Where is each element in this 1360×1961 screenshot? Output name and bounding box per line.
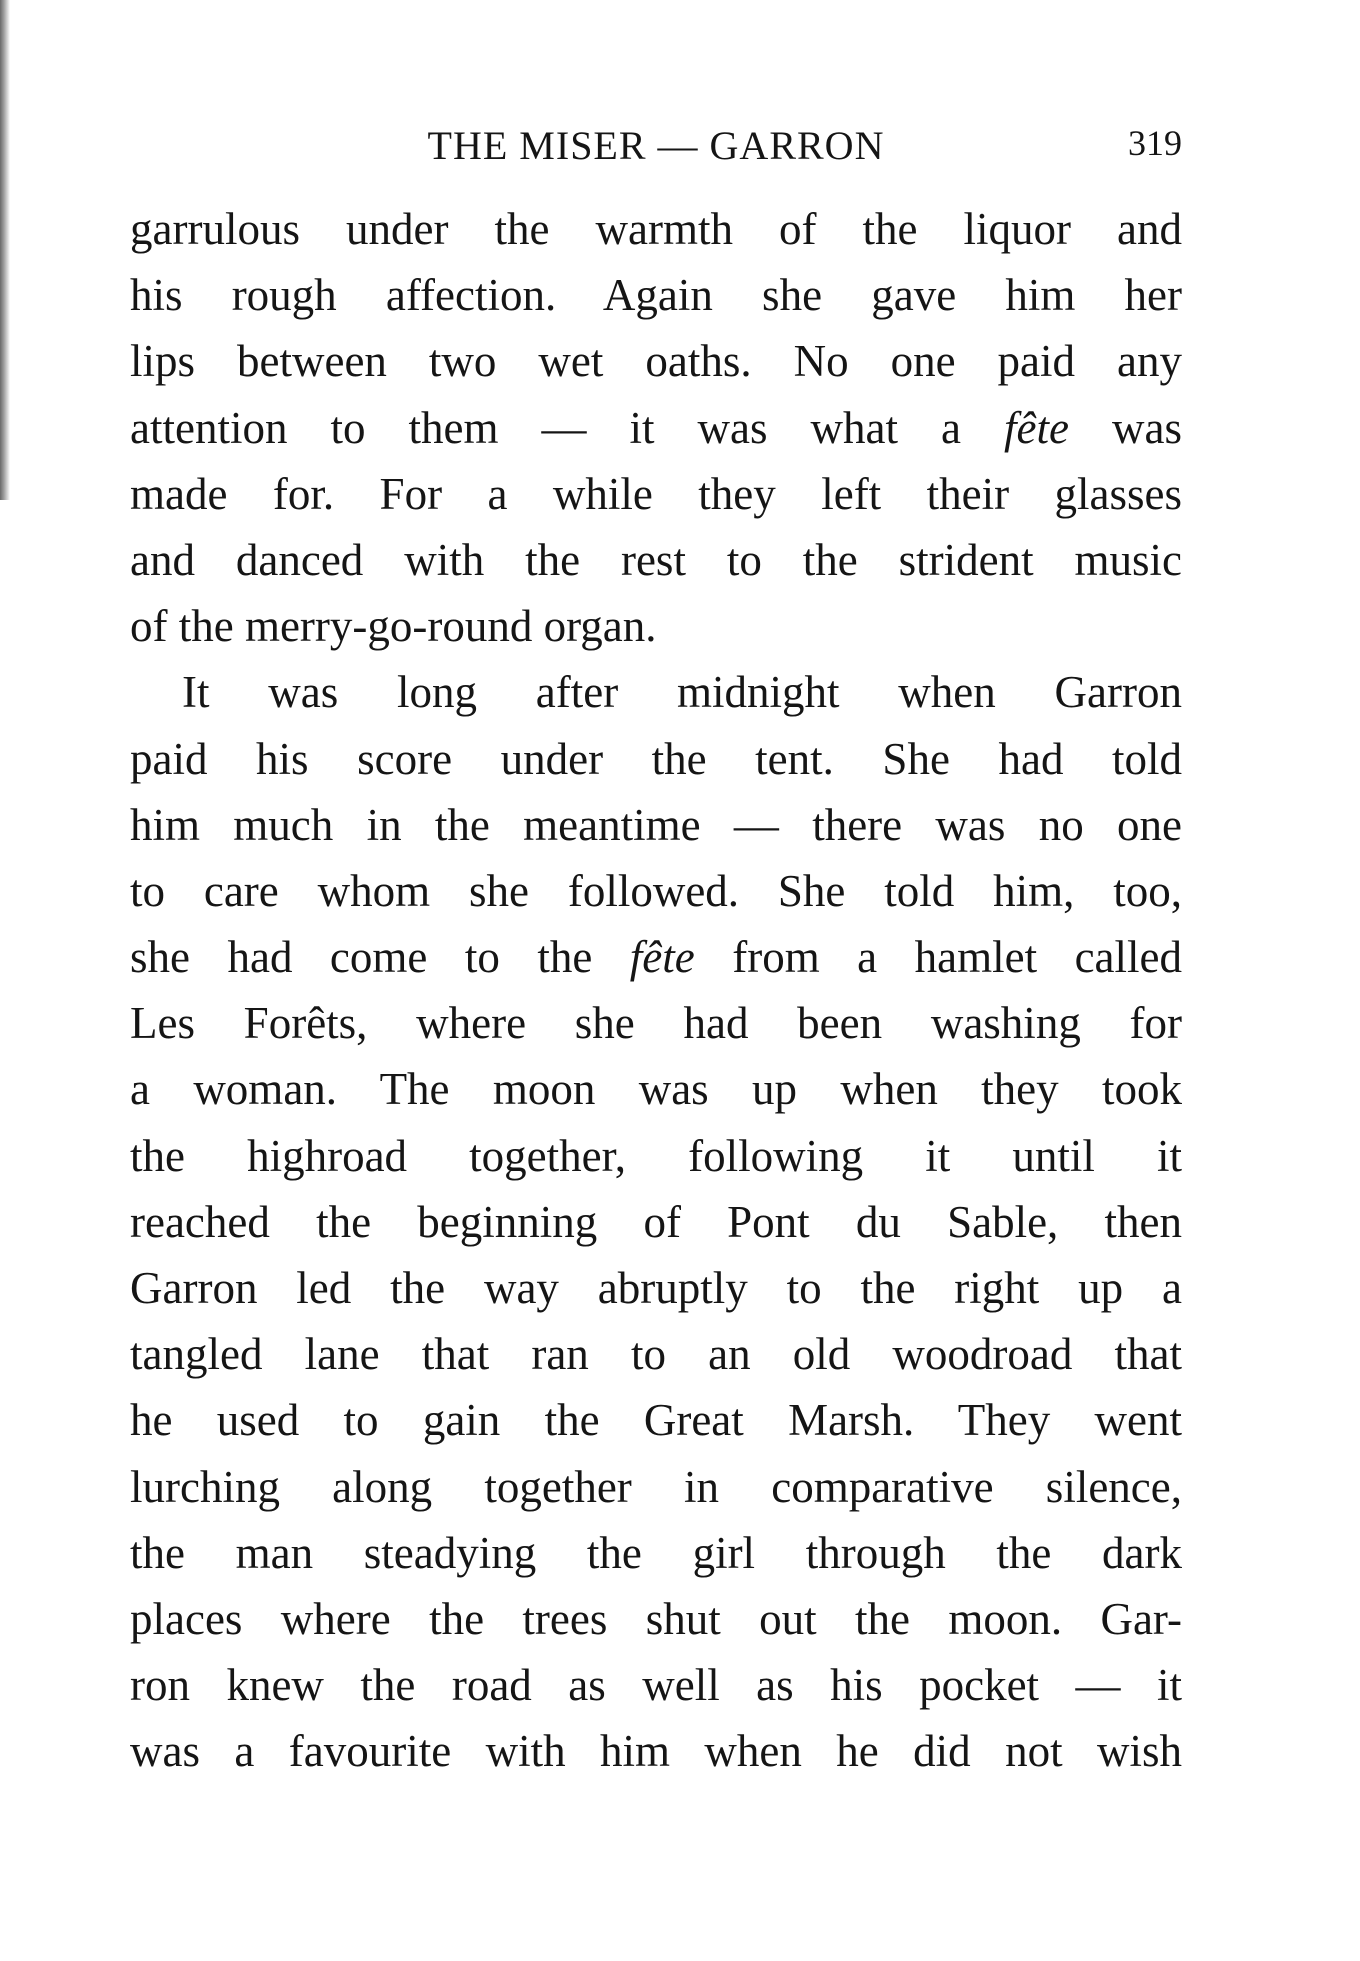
- text-line: lurching along together in comparative silence,: [130, 1461, 1182, 1512]
- text-line: a woman. The moon was up when they took: [130, 1064, 1182, 1115]
- text-line: places where the trees shut out the moon. Gar-: [130, 1593, 1182, 1644]
- text-line: his rough affection. Again she gave him her: [130, 270, 1182, 321]
- body-text: [130, 196, 1182, 1785]
- text-line: ron knew the road as well as his pocket — it: [130, 1660, 1182, 1711]
- page-edge-shadow: [0, 0, 10, 500]
- page-header: [130, 122, 1182, 176]
- text-line: was a favourite with him when he did not wish: [130, 1726, 1182, 1777]
- text-line: It was long after midnight when Garron: [182, 667, 1182, 718]
- text-line: the man steadying the girl through the dark: [130, 1527, 1182, 1578]
- text-line: him much in the meantime — there was no one: [130, 799, 1182, 850]
- text-line: attention to them — it was what a fête was: [130, 402, 1183, 453]
- text-line: lips between two wet oaths. No one paid any: [130, 336, 1182, 387]
- text-line: Garron led the way abruptly to the right up a: [130, 1263, 1182, 1313]
- text-line: of the merry-go-round organ.: [130, 601, 657, 652]
- text-line: Les Forêts, where she had been washing for: [130, 998, 1182, 1049]
- text-line: he used to gain the Great Marsh. They went: [130, 1395, 1182, 1446]
- text-line: to care whom she followed. She told him, too,: [130, 865, 1182, 916]
- running-head: THE MISER — GARRON: [427, 123, 885, 168]
- text-line: she had come to the fête from a hamlet called: [130, 932, 1182, 983]
- text-line: the highroad together, following it until it: [130, 1130, 1182, 1181]
- text-line: and danced with the rest to the strident music: [130, 534, 1182, 585]
- text-line: made for. For a while they left their glasses: [130, 468, 1182, 519]
- text-line: paid his score under the tent. She had told: [130, 733, 1182, 784]
- page-number: 319: [1128, 123, 1182, 163]
- text-line: garrulous under the warmth of the liquor and: [130, 204, 1182, 254]
- text-line: reached the beginning of Pont du Sable, then: [130, 1196, 1182, 1247]
- text-line: tangled lane that ran to an old woodroad that: [130, 1329, 1182, 1380]
